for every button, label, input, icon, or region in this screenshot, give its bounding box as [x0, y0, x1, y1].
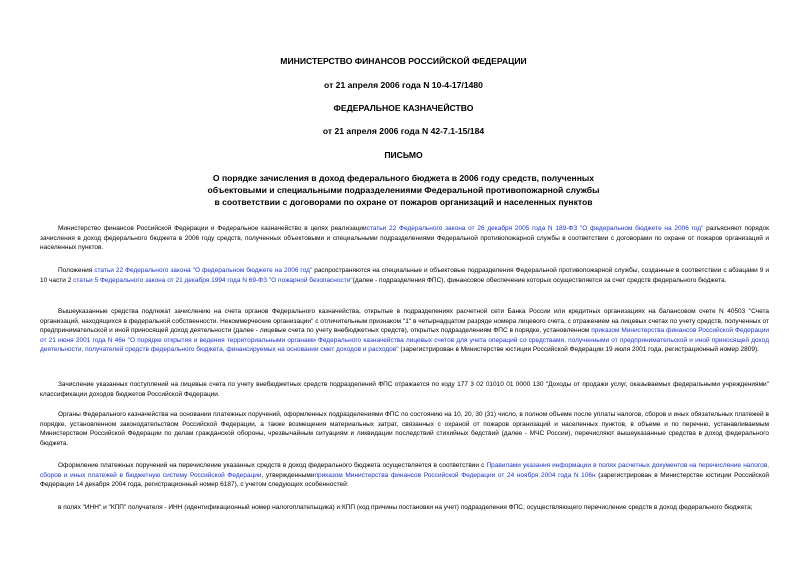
- paragraph-5: [40, 410, 769, 448]
- title-line-1: О порядке зачисления в доход федерального бюджета в 2006 году средств, полученных: [212, 173, 595, 183]
- order-link-46n[interactable]: приказом Министерства финансов Российской Федерации от 21 июня 2001 года N 46н "О порядке открытия и ведения территориальными органами Федерального казначейства лицевых счетов для учета операций со средствами, полученными от предпринимательской и иной приносящей доход деятельности, получателей средств федерального бюджета, финансируемых на основании смет доходов и расходов": [40, 327, 770, 354]
- paragraph-7: [40, 503, 769, 513]
- paragraph-4: [40, 380, 769, 399]
- paragraph-6: [40, 461, 769, 490]
- paragraph-text: , утвержденными: [261, 471, 315, 479]
- law-link-budget-2006[interactable]: статьи 22 Федерального закона "О федеральном бюджете на 2006 год": [94, 267, 313, 274]
- paragraph-text: Положения: [58, 267, 95, 274]
- paragraph-text: (далее - подразделения ФПС), финансовое обеспечение которых осуществляется за счет средств федерального бюджета.: [352, 276, 727, 284]
- paragraph-text: Зачисление указанных поступлений на лицевые счета по учету внебюджетных средств подразделений ФПС отражается по коду 177 3 02 01010 01 0000 130 "Доходы от продажи услуг, оказываемых федеральными учреждениями" классификации доходов бюджетов Российской Федерации.: [40, 381, 769, 398]
- paragraph-text: Вышеуказанные средства подлежат зачислению на счета органов Федерального казначейства, открытые в подразделениях расчетной сети Банка России или кредитных организациях на балансовом счете N 40503 "Счета организаций, находящихся в федеральной собственности. Некоммерческие организации" с отличительным признаком "1" в четырнадцатом разряде номера лицевого счета, с отражением на лицевых счетах по учету средств, полученных от предпринимательской и иной приносящей доход деятельности (далее - лицевые счета по учету внебюджетных средств), открытых подразделениям ФПС в порядке, установленном: [40, 308, 769, 335]
- paragraph-text: Министерство финансов Российской Федерации и Федеральное казначейство в целях реализации: [58, 225, 367, 232]
- paragraph-2: [40, 266, 769, 285]
- paragraph-text: (зарегистрирован в Министерстве юстиции Российской Федерации 14 декабря 2004 года, регистрационный номер 6187), с учетом следующих особенностей:: [40, 471, 769, 489]
- paragraph-text: (зарегистрирован в Министерстве юстиции Российской Федерации 19 июля 2001 года, регистрационный номер 2809).: [398, 346, 759, 354]
- paragraph-text: разъясняют порядок зачисления в доход федерального бюджета в 2006 году средств, полученных объектовыми и специальными подразделениями Федеральной противопожарной службы в соответствии с договорами по охране от пожаров организаций и населенных пунктов.: [40, 225, 769, 252]
- ministry-date: от 21 апреля 2006 года N 10-4-17/1480: [324, 80, 483, 90]
- paragraph-text: Оформление платежных поручений на перечисление указанных средств в доход федерального бюджета осуществляется в соответствии с: [58, 462, 487, 469]
- document-title: [150, 172, 657, 208]
- paragraph-text: распространяются на специальные и объектовые подразделения Федеральной противопожарной службы, созданные в соответствии с абзацами 9 и 10 части 2: [40, 267, 769, 284]
- treasury-heading: ФЕДЕРАЛЬНОЕ КАЗНАЧЕЙСТВО: [333, 103, 474, 113]
- paragraph-1: [40, 224, 769, 253]
- title-line-3: в соответствии с договорами по охране от пожаров организаций и населенных пунктов: [214, 197, 593, 207]
- paragraph-text: Органы Федерального казначейства на основании платежных поручений, оформленных подразделениями ФПС по состоянию на 10, 20, 30 (31) число, в полном объеме после уплаты налогов, сборов и иных обязательных платежей в порядке, установленном законодательством Российской Федерации, а также возмещения материальных затрат, связанных с охраной от пожаров организаций и населенных пунктов, в объеме и по перечню, устанавливаемым Министерством Российской Федерации по делам гражданской обороны, чрезвычайным ситуациям и ликвидации последствий стихийных бедствий (далее - МЧС России), перечисляют вышеуказанные средства в доход федерального бюджета.: [40, 411, 769, 447]
- paragraph-3: [40, 307, 769, 355]
- treasury-date: от 21 апреля 2006 года N 42-7.1-15/184: [322, 126, 485, 136]
- document-type: ПИСЬМО: [384, 150, 423, 160]
- ministry-heading: МИНИСТЕРСТВО ФИНАНСОВ РОССИЙСКОЙ ФЕДЕРАЦИИ: [280, 56, 527, 66]
- title-line-2: объектовыми и специальными подразделениями Федеральной противопожарной службы: [207, 185, 600, 195]
- order-link-106n[interactable]: приказом Министерства финансов Российской Федерации от 24 ноября 2004 года N 106н: [314, 471, 596, 479]
- law-link-fire-safety[interactable]: статьи 5 Федерального закона от 21 декабря 1994 года N 69-ФЗ "О пожарной безопасности": [73, 276, 353, 284]
- paragraph-text: в полях "ИНН" и "КПП" получателя - ИНН (идентификационный номер налогоплательщика) и КПП (код причины постановки на учет) подразделения ФПС, осуществляющего перечисление средств в доход федерального бюджета;: [58, 504, 753, 511]
- rules-link[interactable]: Правилами указания информации в полях расчетных документов на перечисление налогов, сборов и иных платежей в бюджетную систему Российской Федерации: [40, 462, 769, 479]
- law-link-article-22[interactable]: статьи 22 Федерального закона от 26 декабря 2005 года N 189-ФЗ "О федеральном бюджете на 2006 год": [366, 225, 704, 232]
